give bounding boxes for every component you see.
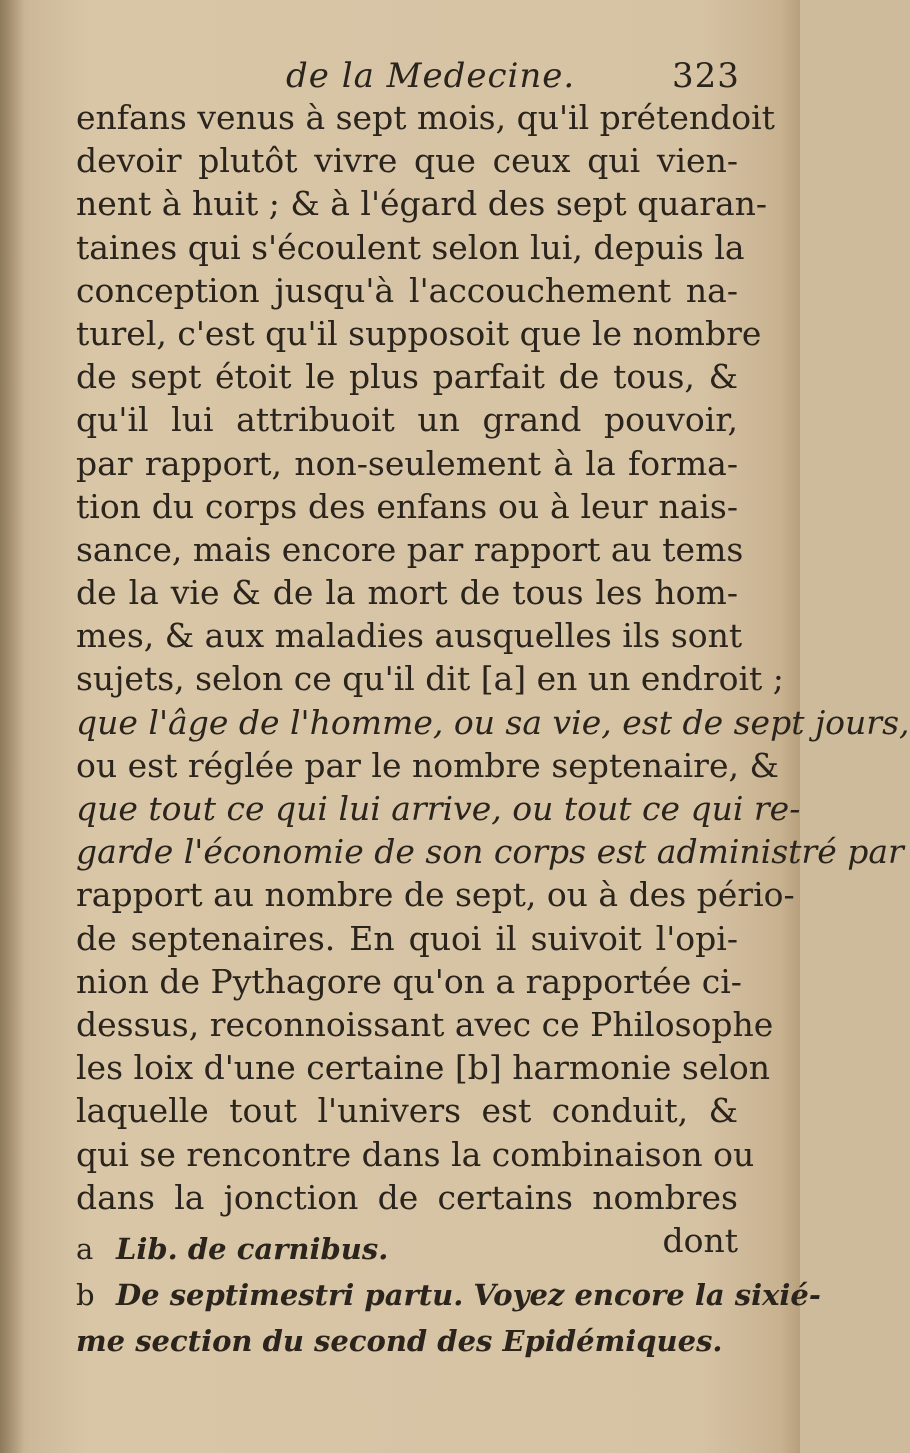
text-line: turel, c'est qu'il supposoit que le nombre [76, 313, 762, 353]
text-line: de la vie & de la mort de tous les hom- [76, 573, 738, 613]
running-title: de la Medecine. [286, 56, 576, 96]
footnote-text: me section du second des Epidémiques. [76, 1324, 723, 1358]
page-header [0, 56, 800, 100]
text-line-italic: que l'âge de l'homme, ou sa vie, est de sept jours, [76, 702, 910, 742]
text-line: devoir plutôt vivre que ceux qui vien- [76, 141, 738, 181]
footnote-text: Lib. de carnibus. [116, 1232, 389, 1266]
text-line: ou est réglée par le nombre septenaire, & [76, 745, 779, 785]
text-line: sance, mais encore par rapport au tems [76, 529, 744, 569]
text-line: laquelle tout l'univers est conduit, & [76, 1091, 738, 1131]
text-line: par rapport, non-seulement à la forma- [76, 443, 738, 483]
text-line-italic: garde l'économie de son corps est administré par [76, 832, 904, 872]
text-line: de sept étoit le plus parfait de tous, & [76, 357, 738, 397]
text-line: les loix d'une certaine [b] harmonie selon [76, 1048, 771, 1088]
catchword: dont [662, 1220, 738, 1260]
text-line: enfans venus à sept mois, qu'il prétendoit [76, 98, 775, 137]
text-line: nent à huit ; & à l'égard des sept quaran- [76, 184, 768, 224]
footnote-mark: a [76, 1232, 94, 1266]
binding-shadow [0, 0, 24, 1453]
footnote [76, 1272, 821, 1318]
footnote [76, 1226, 738, 1272]
page-number: 323 [672, 56, 740, 96]
text-line-italic: que tout ce qui lui arrive, ou tout ce qui re- [76, 789, 801, 828]
footnote-continuation [76, 1318, 738, 1364]
text-line: rapport au nombre de sept, ou à des pério- [76, 875, 795, 915]
text-line: de septenaires. En quoi il suivoit l'opi- [76, 918, 738, 958]
text-line: qui se rencontre dans la combinaison ou [76, 1134, 755, 1174]
text-line: mes, & aux maladies ausquelles ils sont [76, 616, 743, 656]
text-line: sujets, selon ce qu'il dit [a] en un endroit ; [76, 659, 784, 699]
text-line: tion du corps des enfans ou à leur nais- [76, 486, 738, 526]
text-line: nion de Pythagore qu'on a rapportée ci- [76, 961, 742, 1001]
footnote-mark: b [76, 1278, 95, 1312]
text-line: dessus, reconnoissant avec ce Philosophe [76, 1004, 774, 1044]
footnotes [76, 1226, 821, 1364]
text-line: dans la jonction de certains nombres [76, 1177, 738, 1217]
text-line: taines qui s'écoulent selon lui, depuis la [76, 227, 745, 267]
footnote-text: De septimestri partu. Voyez encore la sixié- [116, 1278, 821, 1312]
body-text [76, 96, 910, 1262]
text-line: conception jusqu'à l'accouchement na- [76, 270, 738, 310]
text-line: qu'il lui attribuoit un grand pouvoir, [76, 400, 738, 440]
